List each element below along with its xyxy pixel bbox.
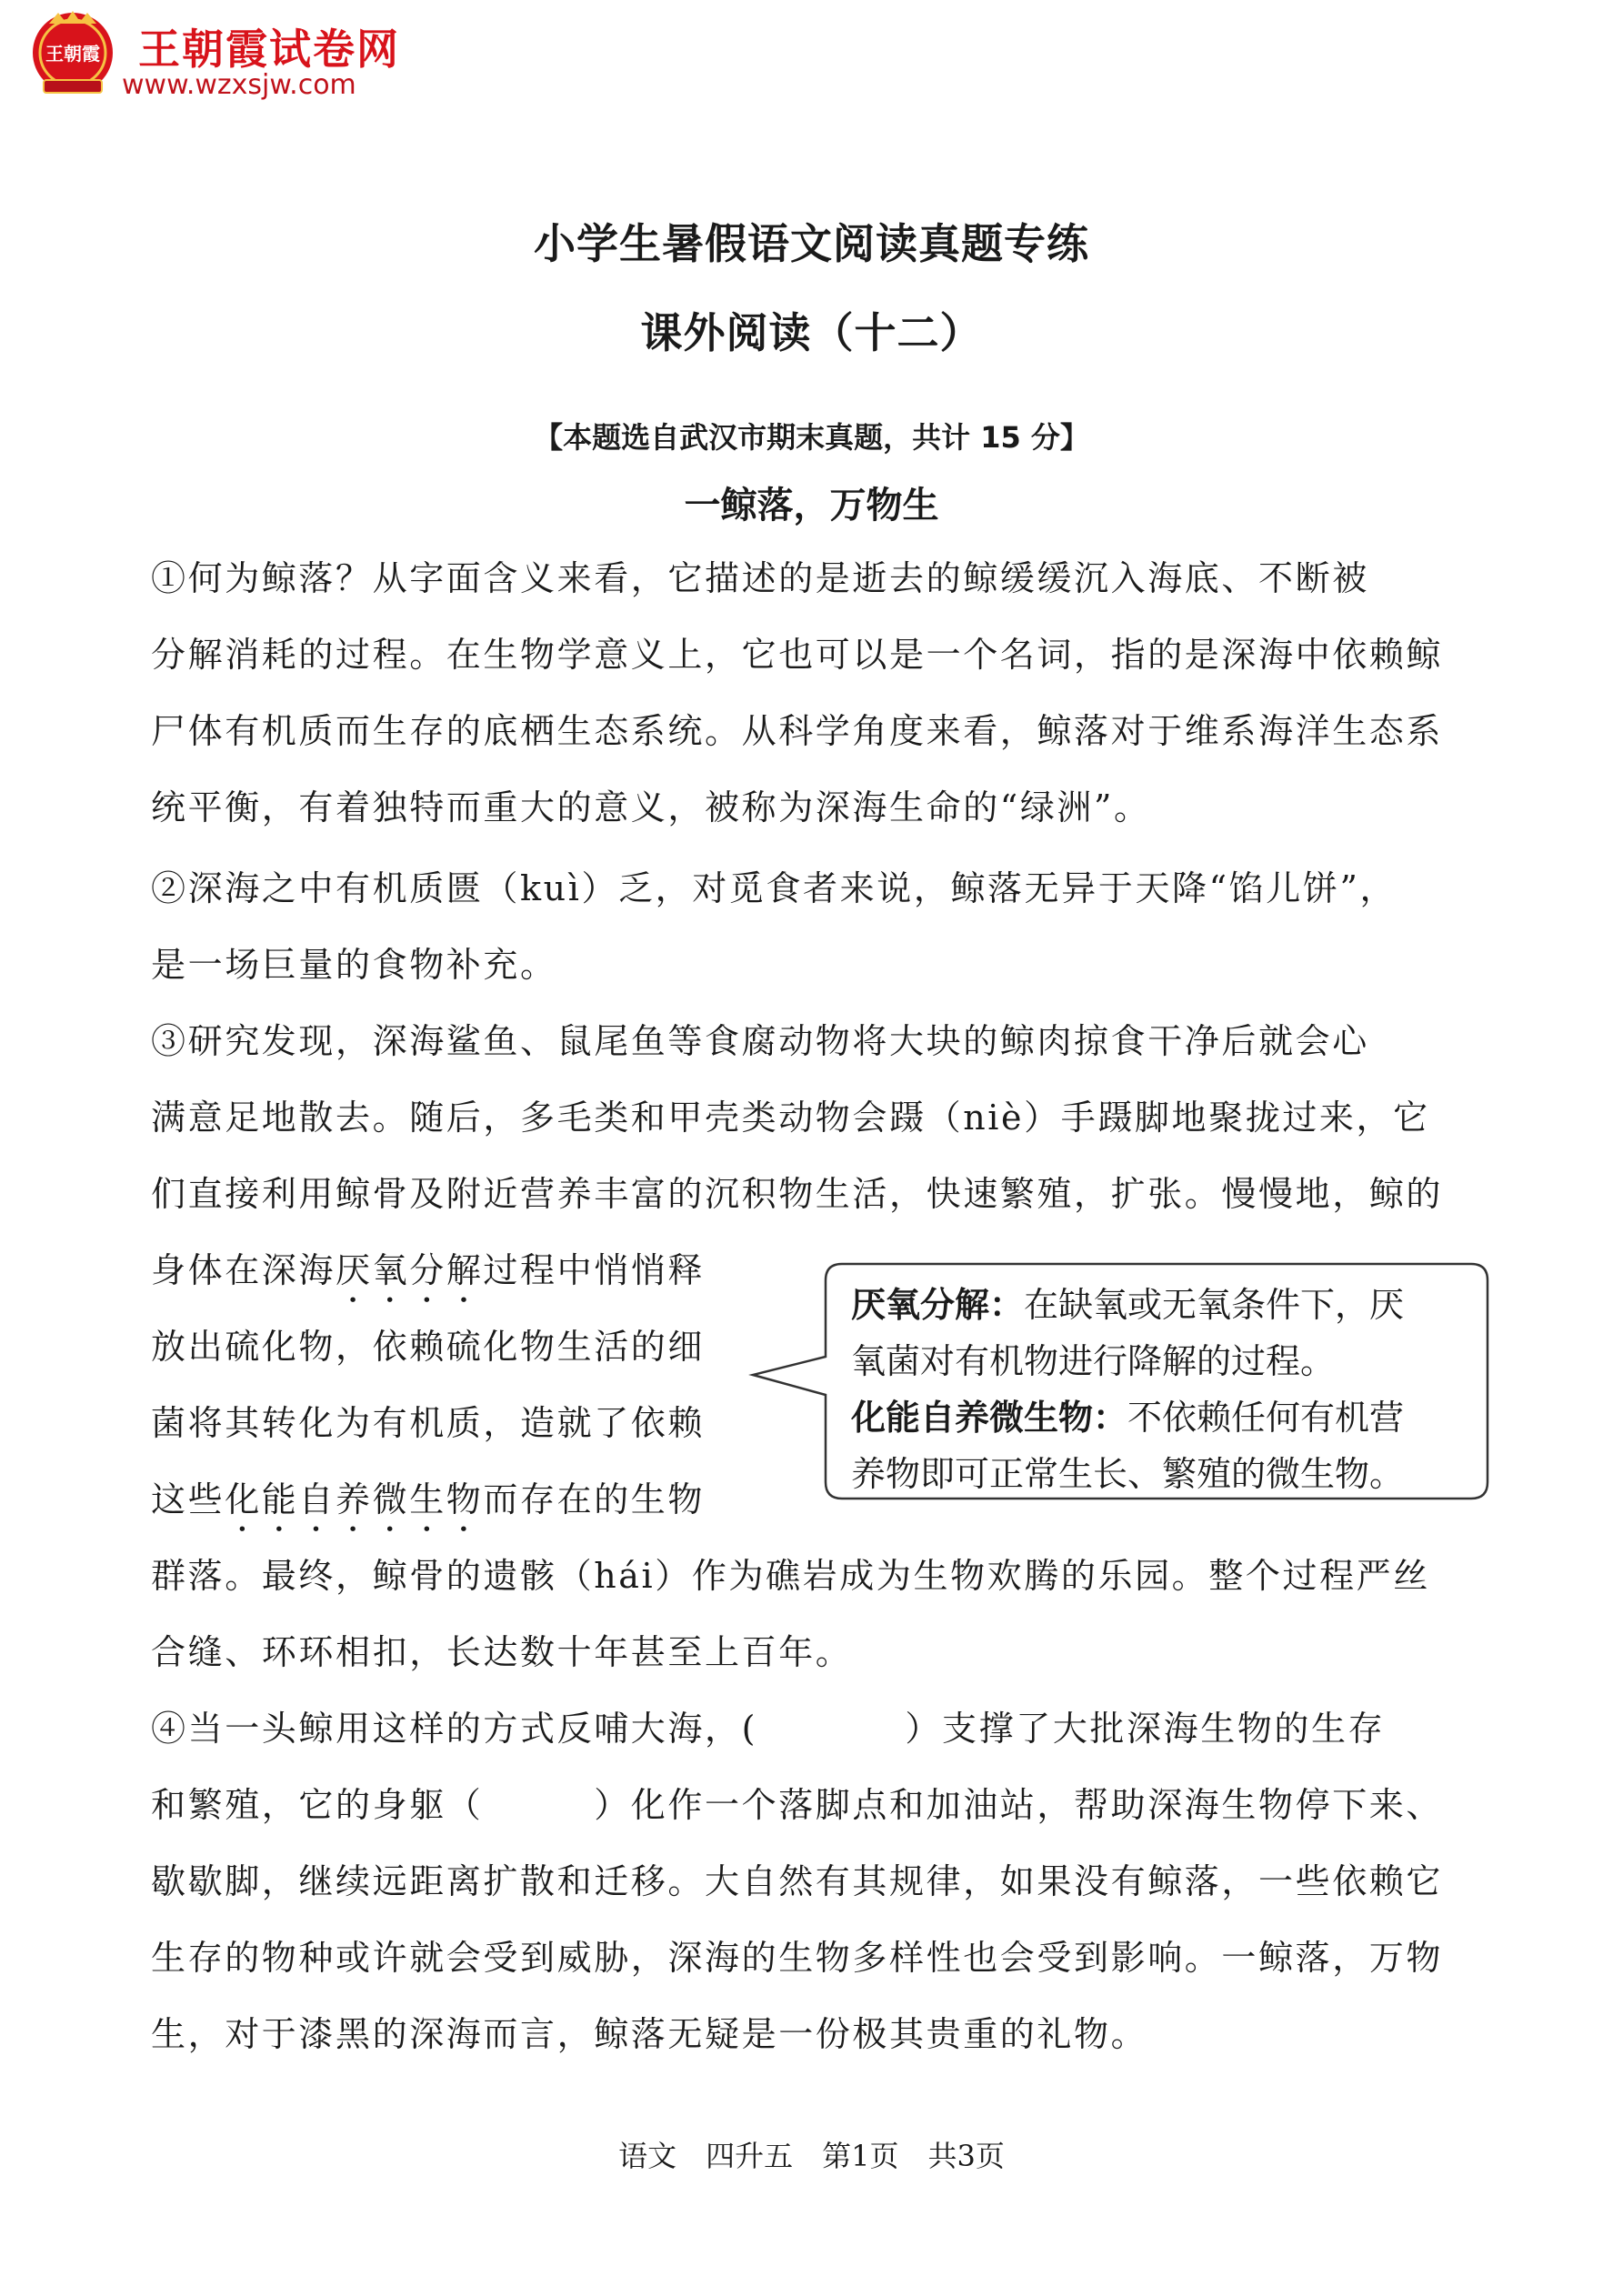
glossary-def-2a: 不依赖任何有机营 bbox=[1127, 1398, 1405, 1438]
glossary-term-2: 化能自养微生物： bbox=[851, 1398, 1128, 1438]
paragraph-3-short-line-1: 身体在深海厌氧分解过程中悄悄释 bbox=[151, 1250, 706, 1290]
paragraph-3-short-line-3: 菌将其转化为有机质，造就了依赖 bbox=[151, 1403, 706, 1443]
brand-url[interactable]: www.wzxsjw.com bbox=[122, 69, 356, 101]
paragraph-1-line-1: ①何为鲸落？从字面含义来看，它描述的是逝去的鲸缓缓沉入海底、不断被 bbox=[151, 558, 1369, 598]
article-title: 一鲸落，万物生 bbox=[684, 485, 939, 526]
paragraph-3-line-1: ③研究发现，深海鲨鱼、鼠尾鱼等食腐动物将大块的鲸肉掠食干净后就会心 bbox=[151, 1021, 1369, 1061]
paragraph-3-line-3: 们直接利用鲸骨及附近营养丰富的沉积物生活，快速繁殖，扩张。慢慢地，鲸的 bbox=[151, 1174, 1444, 1214]
page-subtitle: 课外阅读（十二） bbox=[640, 308, 983, 357]
glossary-term-1: 厌氧分解： bbox=[851, 1285, 1025, 1325]
paragraph-4-line-2: 和繁殖，它的身躯（ ）化作一个落脚点和加油站，帮助深海生物停下来、 bbox=[151, 1785, 1444, 1825]
paragraph-3-short-line-2: 放出硫化物，依赖硫化物生活的细 bbox=[151, 1327, 706, 1367]
emphasis-term-anaerobic: 厌氧分解 bbox=[336, 1250, 484, 1290]
paragraph-4-line-1: ④当一头鲸用这样的方式反哺大海，( ）支撑了大批深海生物的生存 bbox=[151, 1709, 1386, 1749]
paragraph-4-line-5: 生，对于漆黑的深海而言，鲸落无疑是一份极其贵重的礼物。 bbox=[151, 2014, 1148, 2054]
brand-badge-icon bbox=[27, 9, 118, 100]
glossary-def-2b: 养物即可正常生长、繁殖的微生物。 bbox=[851, 1454, 1405, 1494]
paragraph-4-line-4: 生存的物种或许就会受到威胁，深海的生物多样性也会受到影响。一鲸落，万物 bbox=[151, 1938, 1444, 1978]
emphasis-term-chemoautotroph: 化能自养微生物 bbox=[225, 1479, 484, 1519]
paragraph-3-line-2: 满意足地散去。随后，多毛类和甲壳类动物会蹑（niè）手蹑脚地聚拢过来，它 bbox=[151, 1098, 1430, 1138]
glossary-def-1b: 氧菌对有机物进行降解的过程。 bbox=[851, 1341, 1336, 1381]
paragraph-4-line-3: 歇歇脚，继续远距离扩散和迁移。大自然有其规律，如果没有鲸落，一些依赖它 bbox=[151, 1861, 1444, 1901]
paragraph-1-line-3: 尸体有机质而生存的底栖生态系统。从科学角度来看，鲸落对于维系海洋生态系 bbox=[151, 711, 1444, 751]
paragraph-2-line-2: 是一场巨量的食物补充。 bbox=[151, 945, 557, 985]
paragraph-3-short-line-4: 这些化能自养微生物而存在的生物 bbox=[151, 1479, 706, 1519]
glossary-def-1a: 在缺氧或无氧条件下，厌 bbox=[1024, 1285, 1405, 1325]
paragraph-3-end-line-1: 群落。最终，鲸骨的遗骸（hái）作为礁岩成为生物欢腾的乐园。整个过程严丝 bbox=[151, 1556, 1430, 1596]
svg-text:王朝霞: 王朝霞 bbox=[45, 43, 100, 65]
glossary-callout bbox=[824, 1262, 1488, 1500]
paragraph-1-line-4: 统平衡，有着独特而重大的意义，被称为深海生命的“绿洲”。 bbox=[151, 787, 1151, 827]
glossary-text bbox=[851, 1277, 1469, 1502]
page-title: 小学生暑假语文阅读真题专练 bbox=[534, 219, 1089, 268]
paragraph-3-end-line-2: 合缝、环环相扣，长达数十年甚至上百年。 bbox=[151, 1632, 853, 1672]
source-note: 【本题选自武汉市期末真题，共计 15 分】 bbox=[534, 420, 1089, 455]
page-footer: 语文 四升五 第1页 共3页 bbox=[618, 2139, 1005, 2173]
paragraph-1-line-2: 分解消耗的过程。在生物学意义上，它也可以是一个名词，指的是深海中依赖鲸 bbox=[151, 635, 1444, 675]
brand-name: 王朝霞试卷网 bbox=[138, 25, 400, 74]
paragraph-2-line-1: ②深海之中有机质匮（kuì）乏，对觅食者来说，鲸落无异于天降“馅儿饼”， bbox=[151, 868, 1398, 908]
site-logo bbox=[27, 9, 418, 109]
